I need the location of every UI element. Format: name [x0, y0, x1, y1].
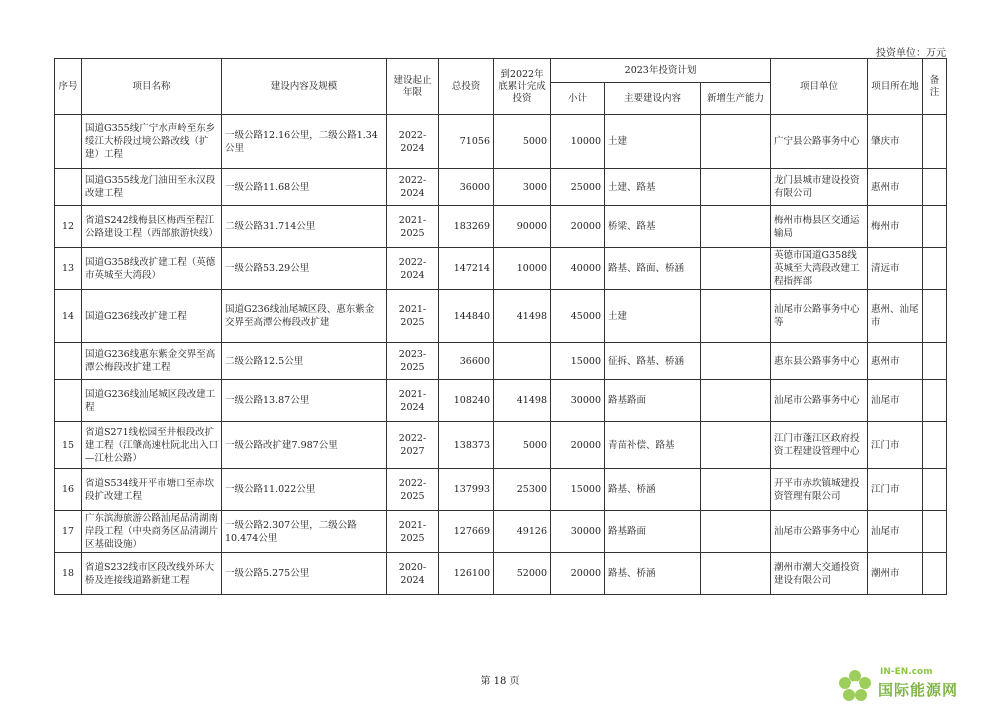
cell-completed: 41498 — [494, 290, 551, 343]
cell-content: 一级公路改扩建7.987公里 — [222, 422, 387, 469]
cell-seq: 17 — [55, 511, 82, 553]
cell-seq: 16 — [55, 469, 82, 511]
table-row — [55, 115, 947, 169]
cell-unit: 江门市蓬江区政府投资工程建设管理中心 — [771, 422, 868, 469]
cell-new-capacity — [701, 115, 771, 169]
table-row — [55, 248, 947, 290]
cell-main-content: 路基、路面、桥涵 — [605, 248, 701, 290]
cell-total: 126100 — [439, 553, 494, 595]
cell-new-capacity — [701, 553, 771, 595]
cell-content: 一级公路2.307公里，二级公路10.474公里 — [222, 511, 387, 553]
page-number: 第 18 页 — [480, 676, 520, 687]
cell-new-capacity — [701, 469, 771, 511]
cell-content: 一级公路13.87公里 — [222, 380, 387, 422]
cell-new-capacity — [701, 206, 771, 248]
cell-period: 2023-2025 — [387, 343, 439, 380]
table-row — [55, 380, 947, 422]
header-seq: 序号 — [55, 59, 82, 115]
cell-period: 2021-2024 — [387, 380, 439, 422]
cell-total: 183269 — [439, 206, 494, 248]
cell-name: 国道G236线改扩建工程 — [82, 290, 222, 343]
cell-main-content: 桥梁、路基 — [605, 206, 701, 248]
cell-seq: 18 — [55, 553, 82, 595]
cell-remark — [923, 343, 947, 380]
cell-content: 一级公路5.275公里 — [222, 553, 387, 595]
cell-completed: 10000 — [494, 248, 551, 290]
cell-main-content: 征拆、路基、桥涵 — [605, 343, 701, 380]
cell-period: 2020-2024 — [387, 553, 439, 595]
table-row — [55, 422, 947, 469]
cell-seq: 12 — [55, 206, 82, 248]
cell-period: 2022-2027 — [387, 422, 439, 469]
cell-seq — [55, 115, 82, 169]
cell-completed: 52000 — [494, 553, 551, 595]
cell-subtotal: 20000 — [551, 422, 605, 469]
cell-location: 清远市 — [868, 248, 923, 290]
table-body — [55, 115, 947, 595]
cell-subtotal: 10000 — [551, 115, 605, 169]
cell-unit: 开平市赤坎镇城建投资管理有限公司 — [771, 469, 868, 511]
cell-seq: 14 — [55, 290, 82, 343]
watermark-en: IN-EN.com — [880, 667, 933, 677]
cell-total: 71056 — [439, 115, 494, 169]
cell-remark — [923, 248, 947, 290]
header-name: 项目名称 — [82, 59, 222, 115]
cell-completed: 41498 — [494, 380, 551, 422]
cell-subtotal: 45000 — [551, 290, 605, 343]
cell-period: 2021-2025 — [387, 290, 439, 343]
cell-total: 138373 — [439, 422, 494, 469]
cell-location: 惠州市 — [868, 169, 923, 206]
cell-name: 国道G355线广宁水声岭至东乡绥江大桥段过境公路改线（扩建）工程 — [82, 115, 222, 169]
cell-unit: 汕尾市公路事务中心 — [771, 380, 868, 422]
header-content: 建设内容及规模 — [222, 59, 387, 115]
cell-content: 一级公路11.68公里 — [222, 169, 387, 206]
cell-main-content: 土建 — [605, 290, 701, 343]
cell-main-content: 土建 — [605, 115, 701, 169]
cell-completed: 90000 — [494, 206, 551, 248]
cell-main-content: 土建、路基 — [605, 169, 701, 206]
cell-total: 147214 — [439, 248, 494, 290]
cell-subtotal: 15000 — [551, 469, 605, 511]
cell-name: 国道G236线惠东紫金交界至高潭公梅段改扩建工程 — [82, 343, 222, 380]
cell-remark — [923, 511, 947, 553]
cell-total: 137993 — [439, 469, 494, 511]
table-row — [55, 169, 947, 206]
cell-completed: 49126 — [494, 511, 551, 553]
cell-name: 国道G236线汕尾城区段改建工程 — [82, 380, 222, 422]
cell-remark — [923, 206, 947, 248]
cell-completed: 5000 — [494, 115, 551, 169]
cell-remark — [923, 290, 947, 343]
header-plan2023: 2023年投资计划 — [551, 59, 771, 83]
cell-seq — [55, 169, 82, 206]
cell-unit: 汕尾市公路事务中心等 — [771, 290, 868, 343]
cell-content: 一级公路12.16公里，二级公路1.34公里 — [222, 115, 387, 169]
cell-location: 惠州、汕尾市 — [868, 290, 923, 343]
cell-completed: 3000 — [494, 169, 551, 206]
cell-main-content: 青苗补偿、路基 — [605, 422, 701, 469]
watermark-cn: 国际能源网 — [878, 681, 959, 699]
cell-name: 广东滨海旅游公路汕尾品清湖南岸段工程（中央商务区品清湖片区基础设施） — [82, 511, 222, 553]
cell-subtotal: 30000 — [551, 380, 605, 422]
cell-total: 144840 — [439, 290, 494, 343]
cell-new-capacity — [701, 290, 771, 343]
cell-content: 一级公路53.29公里 — [222, 248, 387, 290]
cell-new-capacity — [701, 169, 771, 206]
cell-location: 梅州市 — [868, 206, 923, 248]
watermark-logo — [838, 665, 988, 705]
cell-unit: 惠东县公路事务中心 — [771, 343, 868, 380]
cell-new-capacity — [701, 343, 771, 380]
table-row — [55, 469, 947, 511]
cell-remark — [923, 115, 947, 169]
cell-period: 2021-2025 — [387, 511, 439, 553]
cell-total: 127669 — [439, 511, 494, 553]
cell-name: 省道S534线开平市塘口至赤坎段扩改建工程 — [82, 469, 222, 511]
cell-total: 108240 — [439, 380, 494, 422]
cell-location: 汕尾市 — [868, 380, 923, 422]
cell-period: 2022-2024 — [387, 169, 439, 206]
cell-remark — [923, 380, 947, 422]
cell-name: 省道S242线梅县区梅西至程江公路建设工程（西部旅游快线） — [82, 206, 222, 248]
header-completed: 到2022年底累计完成投资 — [494, 59, 551, 115]
cell-unit: 广宁县公路事务中心 — [771, 115, 868, 169]
table-row — [55, 553, 947, 595]
cell-location: 江门市 — [868, 469, 923, 511]
cell-seq — [55, 380, 82, 422]
cell-name: 国道G355线龙门油田至永汉段改建工程 — [82, 169, 222, 206]
cell-location: 惠州市 — [868, 343, 923, 380]
cell-remark — [923, 422, 947, 469]
header-unit: 项目单位 — [771, 59, 868, 115]
cell-location: 汕尾市 — [868, 511, 923, 553]
cell-subtotal: 15000 — [551, 343, 605, 380]
cell-location: 潮州市 — [868, 553, 923, 595]
cell-main-content: 路基、桥涵 — [605, 553, 701, 595]
cell-unit: 潮州市潮大交通投资建设有限公司 — [771, 553, 868, 595]
table-row — [55, 511, 947, 553]
header-main-content: 主要建设内容 — [605, 83, 701, 115]
investment-table — [54, 58, 947, 595]
cell-unit: 梅州市梅县区交通运输局 — [771, 206, 868, 248]
cell-completed: 5000 — [494, 422, 551, 469]
cell-subtotal: 20000 — [551, 553, 605, 595]
header-remark: 备注 — [923, 59, 947, 115]
cell-period: 2022-2024 — [387, 115, 439, 169]
cell-remark — [923, 553, 947, 595]
cell-main-content: 路基路面 — [605, 380, 701, 422]
cell-seq: 13 — [55, 248, 82, 290]
cell-name: 省道S271线松园至井根段改扩建工程（江肇高速杜阮北出入口—江杜公路） — [82, 422, 222, 469]
cell-content: 国道G236线汕尾城区段、惠东紫金交界至高潭公梅段改扩建 — [222, 290, 387, 343]
cell-unit: 龙门县城市建设投资有限公司 — [771, 169, 868, 206]
cell-name: 国道G358线改扩建工程（英德市英城至大湾段） — [82, 248, 222, 290]
cell-period: 2022-2025 — [387, 469, 439, 511]
table-row — [55, 290, 947, 343]
header-new-capacity: 新增生产能力 — [701, 83, 771, 115]
cell-main-content: 路基、桥涵 — [605, 469, 701, 511]
cell-remark — [923, 169, 947, 206]
cell-content: 一级公路11.022公里 — [222, 469, 387, 511]
table-row — [55, 343, 947, 380]
cell-content: 二级公路12.5公里 — [222, 343, 387, 380]
cell-content: 二级公路31.714公里 — [222, 206, 387, 248]
header-location: 项目所在地 — [868, 59, 923, 115]
cell-unit: 英德市国道G358线英城至大湾段改建工程指挥部 — [771, 248, 868, 290]
cell-subtotal: 40000 — [551, 248, 605, 290]
flower-logo-icon — [838, 669, 872, 703]
header-total: 总投资 — [439, 59, 494, 115]
cell-location: 江门市 — [868, 422, 923, 469]
cell-seq — [55, 343, 82, 380]
cell-subtotal: 20000 — [551, 206, 605, 248]
cell-subtotal: 25000 — [551, 169, 605, 206]
cell-total: 36000 — [439, 169, 494, 206]
cell-completed: 25300 — [494, 469, 551, 511]
unit-note: 投资单位：万元 — [876, 48, 946, 59]
cell-new-capacity — [701, 511, 771, 553]
cell-period: 2022-2024 — [387, 248, 439, 290]
table-row — [55, 206, 947, 248]
cell-new-capacity — [701, 380, 771, 422]
cell-subtotal: 30000 — [551, 511, 605, 553]
cell-new-capacity — [701, 422, 771, 469]
cell-location: 肇庆市 — [868, 115, 923, 169]
cell-remark — [923, 469, 947, 511]
cell-completed — [494, 343, 551, 380]
header-subtotal: 小计 — [551, 83, 605, 115]
cell-name: 省道S232线市区段改线外环大桥及连接线道路新建工程 — [82, 553, 222, 595]
header-period: 建设起止年限 — [387, 59, 439, 115]
cell-new-capacity — [701, 248, 771, 290]
cell-period: 2021-2025 — [387, 206, 439, 248]
cell-total: 36600 — [439, 343, 494, 380]
cell-main-content: 路基路面 — [605, 511, 701, 553]
cell-seq: 15 — [55, 422, 82, 469]
cell-unit: 汕尾市公路事务中心 — [771, 511, 868, 553]
